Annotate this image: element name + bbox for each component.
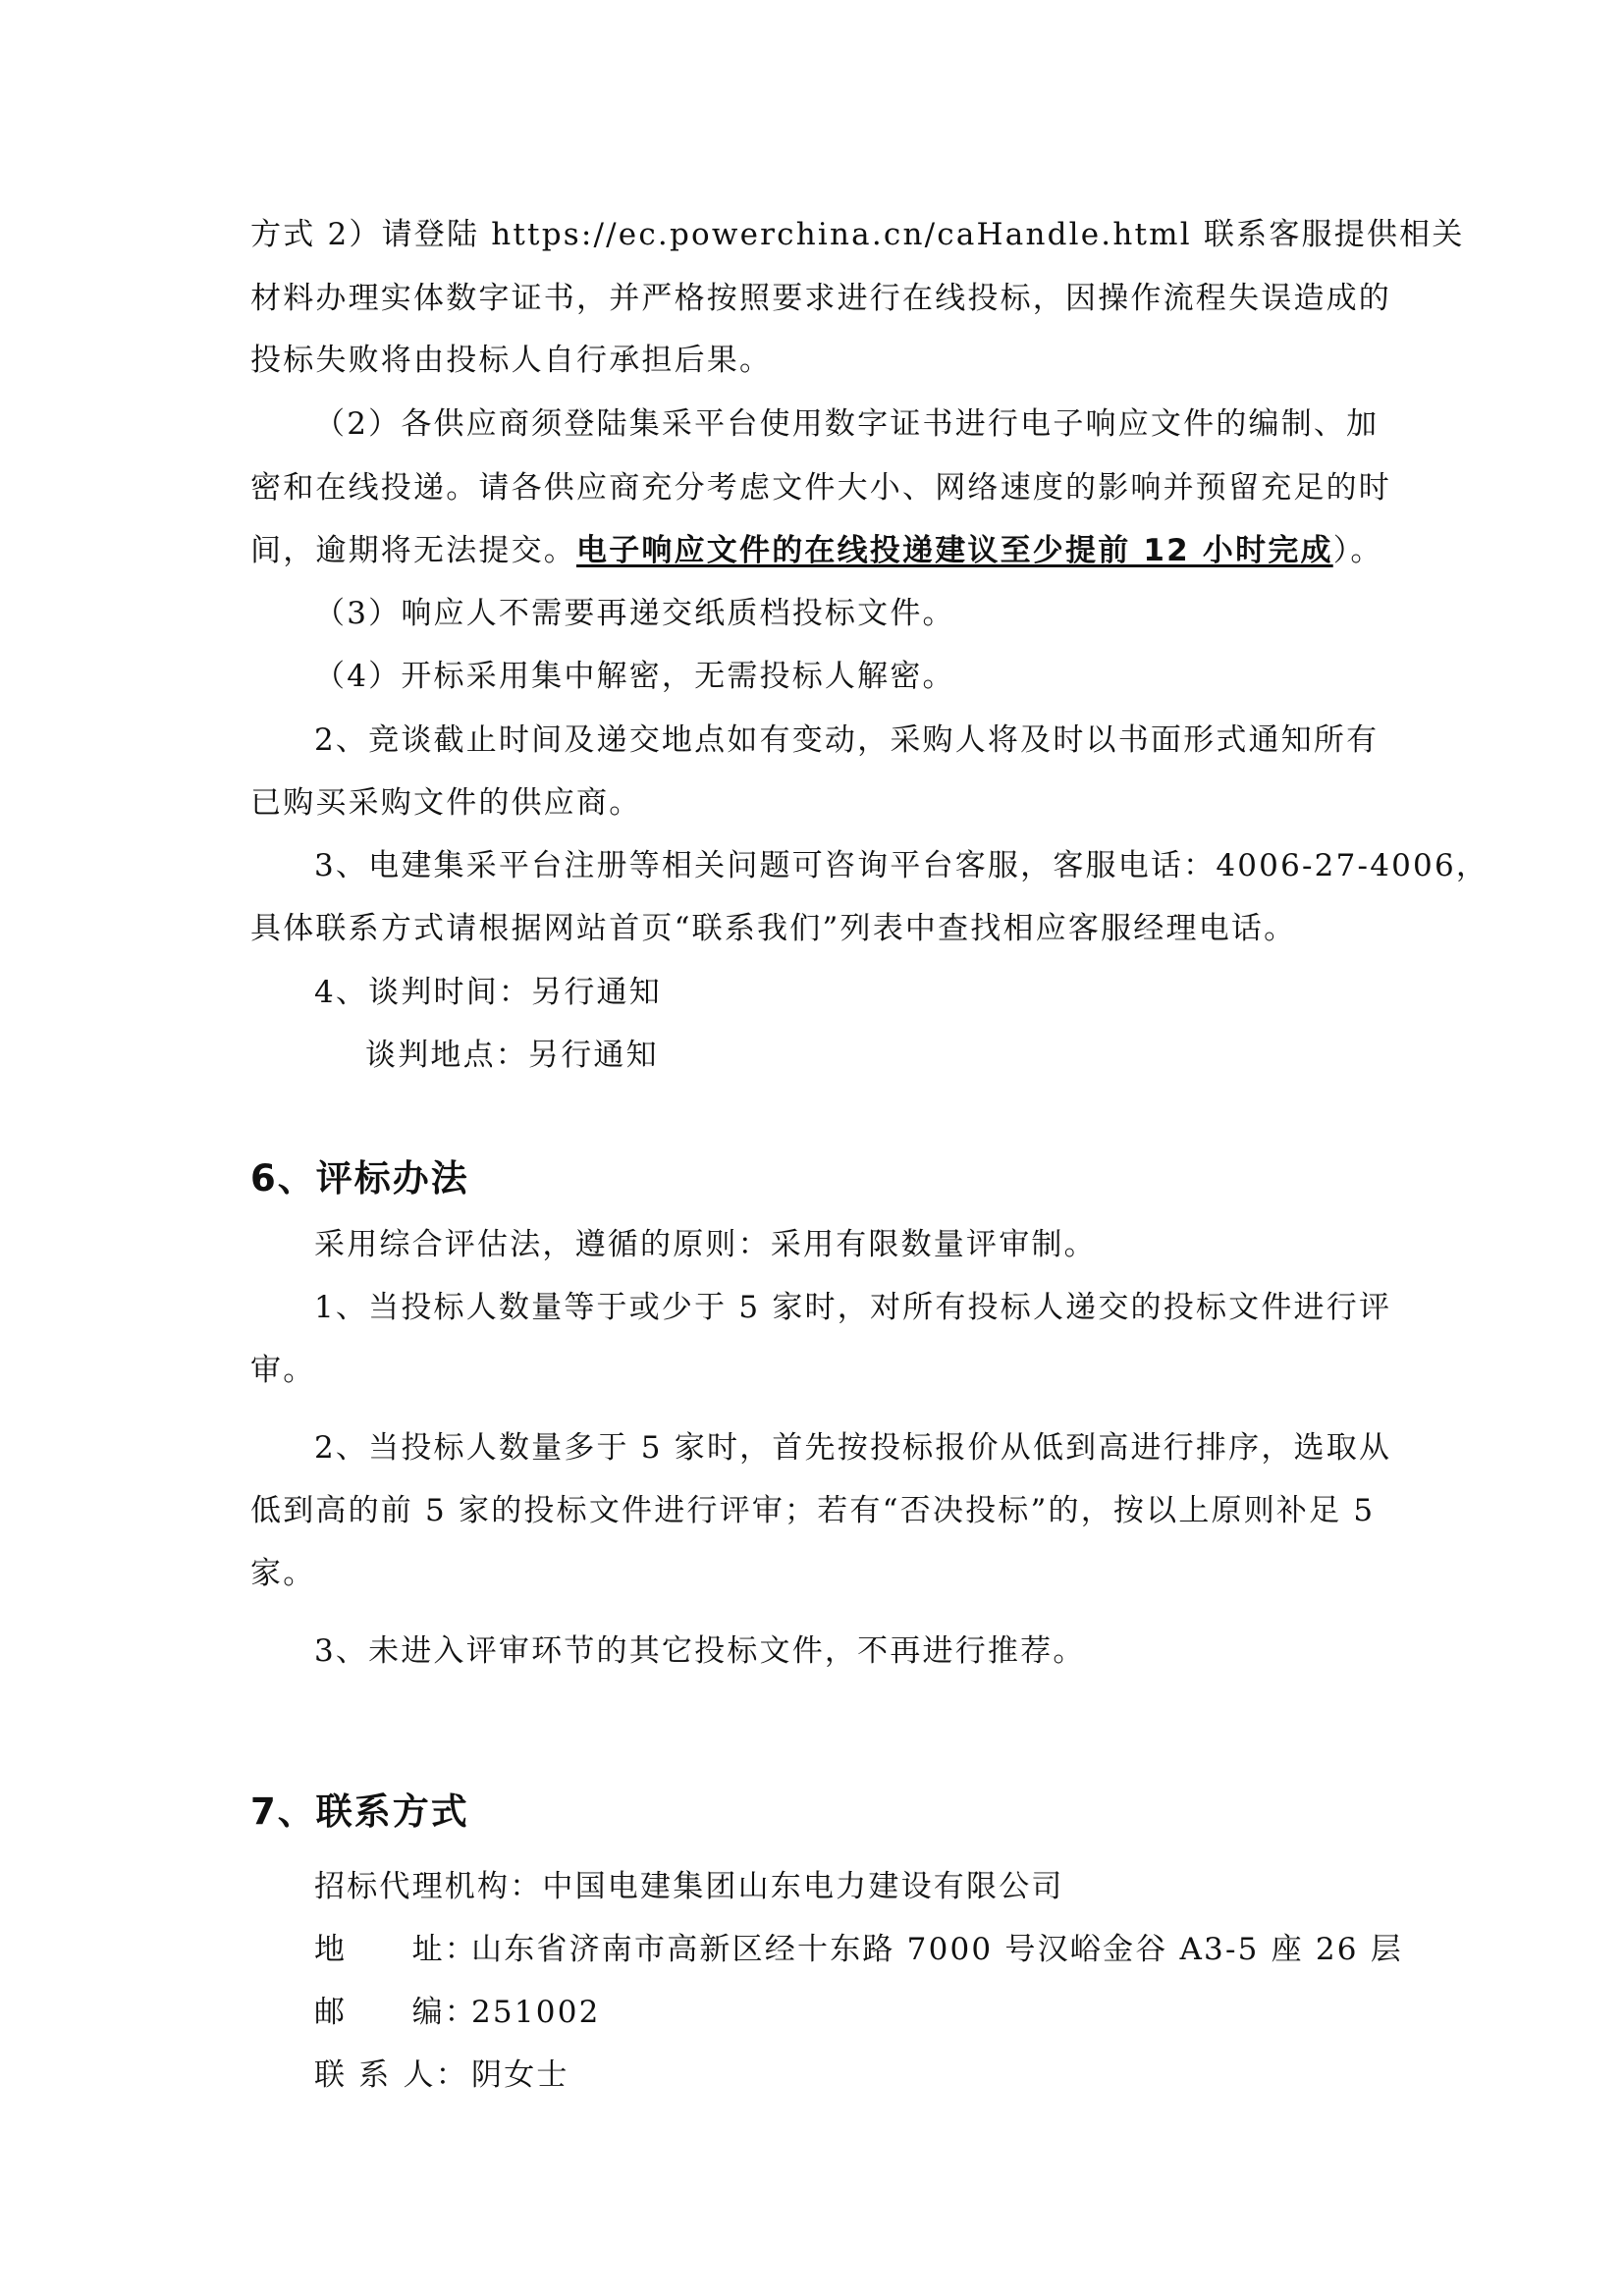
paragraph-text: 间，逾期将无法提交。 <box>250 533 576 568</box>
field-value: 阴女士 <box>471 2057 569 2093</box>
paragraph-line: （4）开标采用集中解密，无需投标人解密。 <box>314 659 955 694</box>
field-label: 联 系 人： <box>314 2057 468 2093</box>
paragraph-line: 家。 <box>250 1556 316 1591</box>
field-value: 山东省济南市高新区经十东路 7000 号汉峪金谷 A3-5 座 26 层 <box>471 1932 1403 1967</box>
field-label: 邮 编： <box>314 1995 477 2030</box>
paragraph-line: 审。 <box>250 1353 316 1388</box>
paragraph-line: 材料办理实体数字证书，并严格按照要求进行在线投标，因操作流程失误造成的 <box>250 281 1391 316</box>
paragraph-line: 已购买采购文件的供应商。 <box>250 785 642 821</box>
paragraph-line <box>250 533 1383 569</box>
paragraph-line: 密和在线投递。请各供应商充分考虑文件大小、网络速度的影响并预留充足的时 <box>250 470 1391 506</box>
paragraph-line: 1、当投标人数量等于或少于 5 家时，对所有投标人递交的投标文件进行评 <box>314 1290 1392 1325</box>
paragraph-line: 方式 2）请登陆 https://ec.powerchina.cn/caHandle.html 联系客服提供相关 <box>250 217 1465 252</box>
field-label: 招标代理机构： <box>314 1869 543 1904</box>
field-label: 地 址： <box>314 1932 477 1967</box>
paragraph-line: 2、当投标人数量多于 5 家时，首先按投标报价从低到高进行排序，选取从 <box>314 1430 1392 1466</box>
emphasis-underlined: 电子响应文件的在线投递建议至少提前 12 小时完成 <box>576 533 1333 568</box>
paragraph-text: ）。 <box>1332 533 1383 568</box>
paragraph-line: （3）响应人不需要再递交纸质档投标文件。 <box>314 596 955 631</box>
paragraph-line: 投标失败将由投标人自行承担后果。 <box>250 343 773 378</box>
section-heading: 6、评标办法 <box>250 1157 469 1200</box>
paragraph-line: 低到高的前 5 家的投标文件进行评审；若有“否决投标”的，按以上原则补足 5 <box>250 1493 1376 1528</box>
paragraph-line: 具体联系方式请根据网站首页“联系我们”列表中查找相应客服经理电话。 <box>250 911 1297 946</box>
paragraph-line: 4、谈判时间：另行通知 <box>314 975 662 1010</box>
contact-agency-row <box>314 1861 1064 1905</box>
contact-address-row <box>314 1924 1403 1968</box>
paragraph-line: 采用综合评估法，遵循的原则：采用有限数量评审制。 <box>314 1227 1097 1262</box>
paragraph-line: （2）各供应商须登陆集采平台使用数字证书进行电子响应文件的编制、加 <box>314 406 1380 442</box>
paragraph-line: 3、电建集采平台注册等相关问题可咨询平台客服，客服电话：4006-27-4006， <box>314 848 1489 883</box>
field-value: 中国电建集团山东电力建设有限公司 <box>542 1869 1064 1904</box>
contact-person-row <box>314 2050 569 2094</box>
section-heading: 7、联系方式 <box>250 1790 469 1833</box>
paragraph-line: 2、竞谈截止时间及递交地点如有变动，采购人将及时以书面形式通知所有 <box>314 722 1380 758</box>
contact-postcode-row <box>314 1987 601 2031</box>
field-value: 251002 <box>471 1995 601 2030</box>
paragraph-line: 谈判地点：另行通知 <box>365 1038 659 1073</box>
paragraph-line: 3、未进入评审环节的其它投标文件，不再进行推荐。 <box>314 1633 1086 1669</box>
